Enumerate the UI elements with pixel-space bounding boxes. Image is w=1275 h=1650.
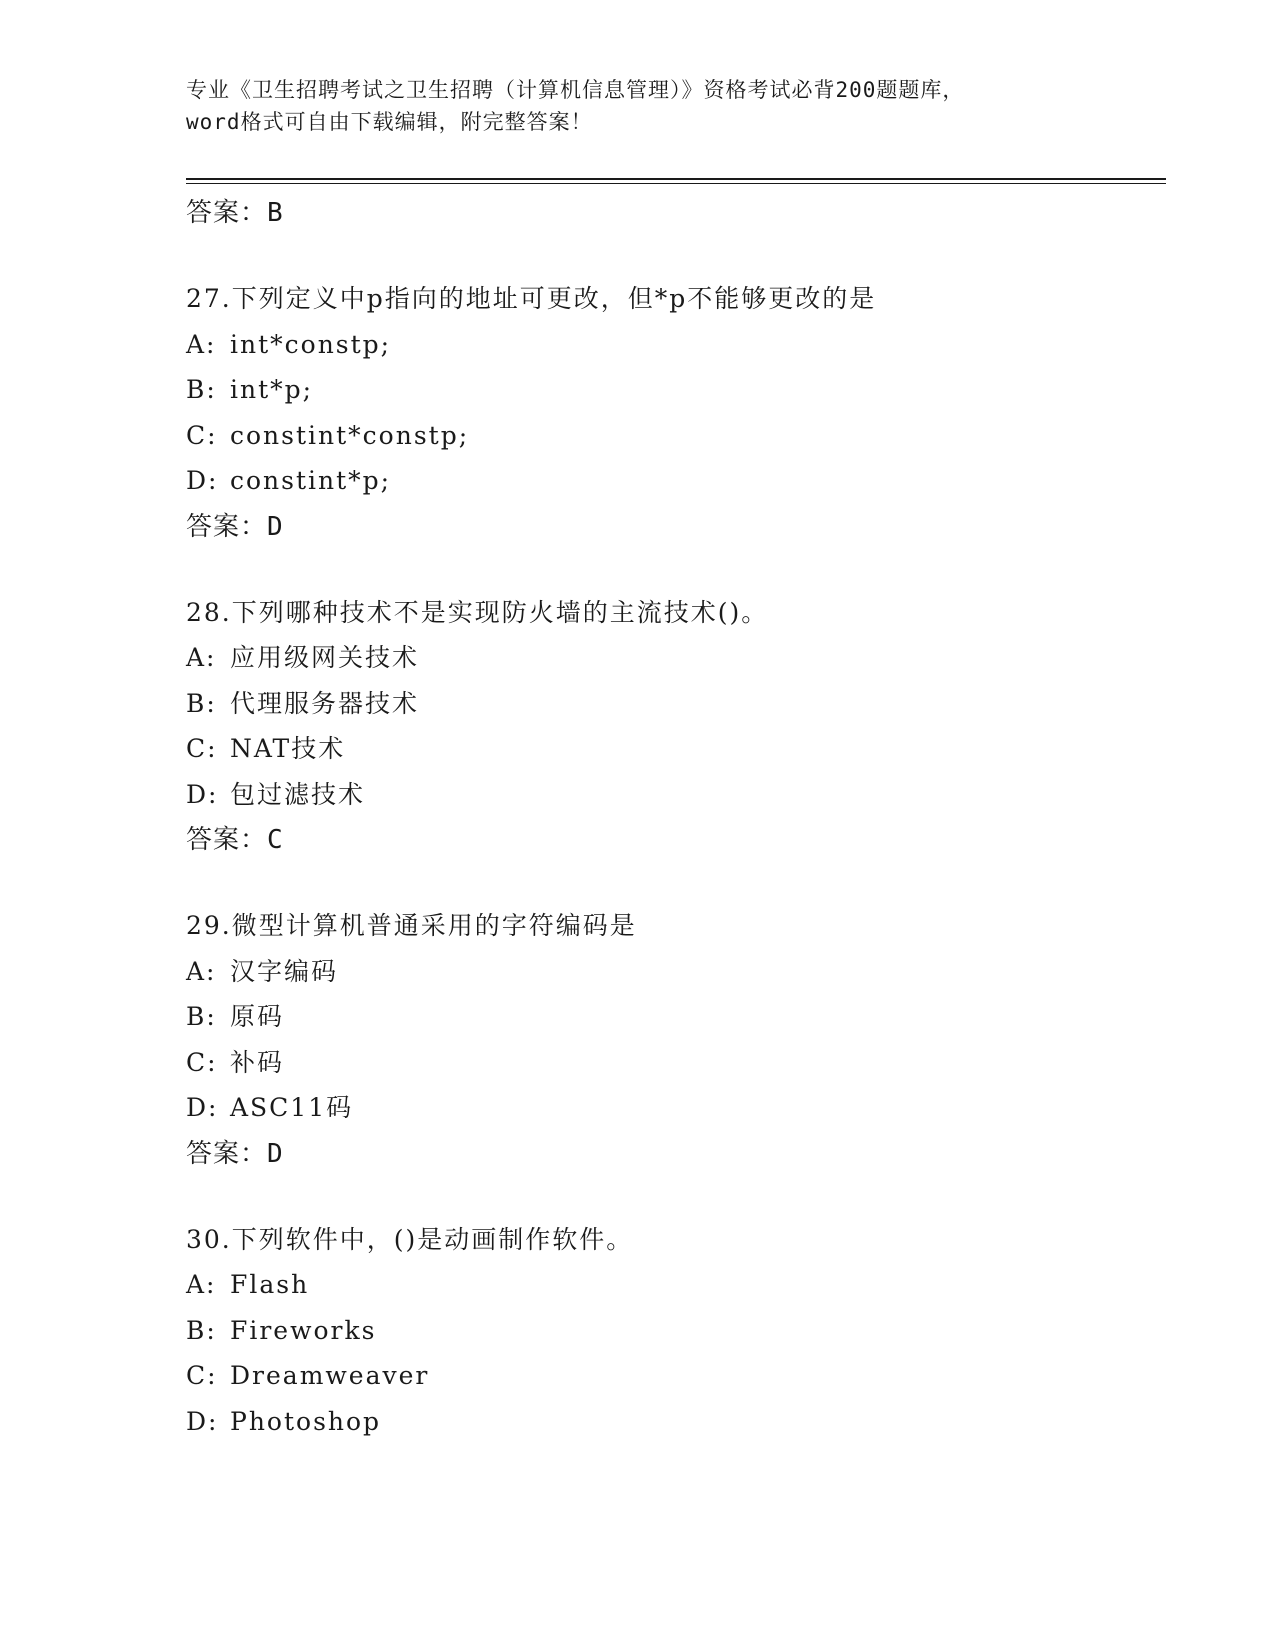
option-key: C: — [186, 1361, 218, 1390]
option-d — [186, 1399, 1166, 1445]
option-text: 代理服务器技术 — [230, 688, 420, 718]
option-text: 汉字编码 — [230, 956, 339, 986]
option-text: NAT技术 — [230, 734, 346, 763]
document-header — [186, 74, 1106, 138]
option-key: A: — [186, 1270, 217, 1299]
question-item — [186, 903, 1166, 1177]
option-text: Flash — [230, 1270, 310, 1299]
option-text: constint*constp; — [230, 420, 470, 450]
question-item — [186, 1217, 1166, 1445]
option-text: Dreamweaver — [230, 1361, 430, 1390]
option-text: 应用级网关技术 — [230, 643, 420, 672]
option-text: Fireworks — [230, 1315, 377, 1345]
option-c — [186, 1040, 1166, 1086]
option-b — [186, 367, 1166, 413]
option-c — [186, 1353, 1166, 1399]
option-key: B: — [186, 688, 217, 718]
option-c — [186, 413, 1166, 459]
option-d — [186, 1085, 1166, 1131]
option-text: ASC11码 — [230, 1093, 354, 1122]
option-key: A: — [186, 643, 217, 672]
option-a — [186, 949, 1166, 995]
option-b — [186, 681, 1166, 727]
option-a — [186, 322, 1166, 368]
option-text: Photoshop — [230, 1406, 382, 1436]
question-item — [186, 276, 1166, 550]
option-key: D: — [186, 1093, 219, 1122]
header-divider-thick — [186, 178, 1166, 180]
option-key: C: — [186, 420, 218, 450]
option-key: A: — [186, 329, 217, 359]
option-key: D: — [186, 779, 219, 809]
option-text: constint*p; — [230, 466, 392, 495]
header-line-1: 专业《卫生招聘考试之卫生招聘（计算机信息管理）》资格考试必背200题题库， — [186, 78, 965, 102]
option-d — [186, 458, 1166, 504]
question-answer: 答案：C — [186, 825, 284, 855]
option-key: C: — [186, 734, 218, 763]
option-key: D: — [186, 466, 219, 495]
option-a — [186, 1262, 1166, 1308]
option-key: D: — [186, 1406, 219, 1436]
header-line-2: word格式可自由下载编辑，附完整答案！ — [186, 110, 593, 134]
option-d — [186, 772, 1166, 818]
header-divider-thin — [186, 183, 1166, 184]
option-text: 原码 — [230, 1002, 285, 1031]
previous-answer: 答案：B — [186, 198, 284, 228]
option-key: B: — [186, 1002, 217, 1031]
question-list — [186, 190, 1166, 1444]
option-b — [186, 1308, 1166, 1354]
question-answer: 答案：D — [186, 1138, 284, 1169]
question-stem: 28.下列哪种技术不是实现防火墙的主流技术()。 — [186, 597, 769, 627]
option-text: int*constp; — [230, 329, 392, 359]
question-item — [186, 590, 1166, 864]
option-text: 补码 — [230, 1047, 285, 1077]
option-key: B: — [186, 1315, 217, 1345]
question-stem: 27.下列定义中p指向的地址可更改，但*p不能够更改的是 — [186, 284, 877, 313]
option-text: int*p; — [230, 375, 314, 404]
option-key: B: — [186, 375, 217, 404]
question-stem: 29.微型计算机普通采用的字符编码是 — [186, 911, 637, 940]
question-answer: 答案：D — [186, 511, 284, 542]
option-key: A: — [186, 956, 217, 986]
option-b — [186, 994, 1166, 1040]
option-c — [186, 726, 1166, 772]
option-key: C: — [186, 1047, 218, 1077]
option-text: 包过滤技术 — [230, 779, 366, 809]
question-stem: 30.下列软件中，()是动画制作软件。 — [186, 1224, 634, 1254]
option-a — [186, 635, 1166, 681]
